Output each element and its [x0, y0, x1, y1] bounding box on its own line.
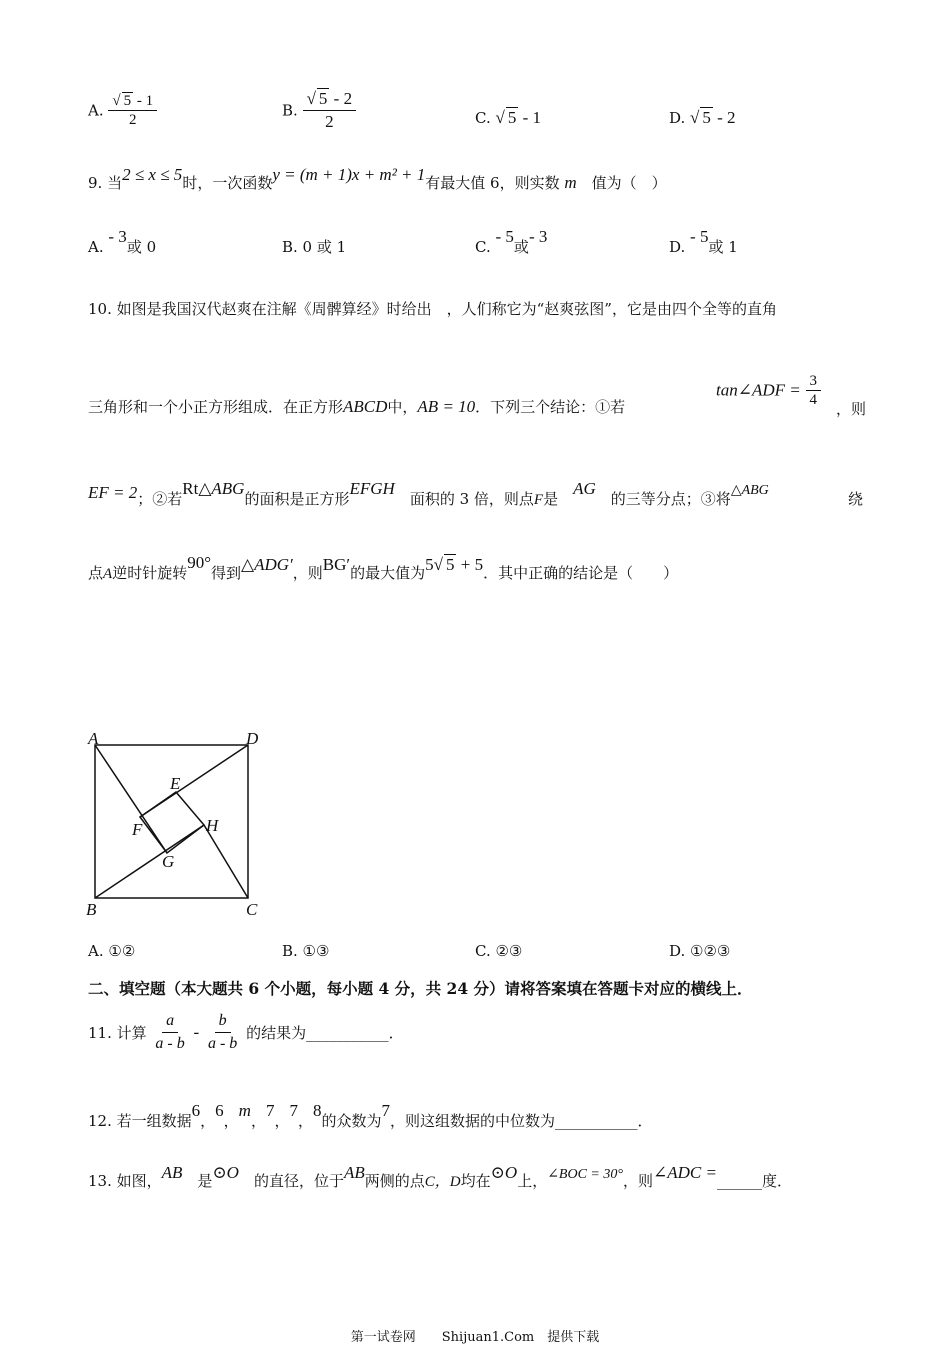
label-g: G	[162, 852, 175, 871]
q8-option-b-fraction: $\frac{√ 5 - 2}{2}$	[303, 88, 357, 133]
q8-option-a-fraction: $\frac{√ 5 - 1}{2}$	[108, 92, 157, 129]
q9-stem: 9. 当2 ≤ x ≤ 5时，一次函数y = (m + 1)x + m² + 1有最大值 6，则实数 m 值为（ ）	[88, 165, 667, 192]
label-a: A	[88, 729, 99, 748]
label-d: D	[246, 729, 259, 748]
q10-line-2: 三角形和一个小正方形组成．在正方形ABCD中，AB = 10．下列三个结论：①若	[88, 397, 626, 416]
segment-ch	[204, 825, 248, 898]
label-h: H	[206, 816, 219, 835]
label-c: C	[246, 900, 258, 919]
section-2-heading: 二、填空题（本大题共 6 个小题，每小题 4 分，共 24 分）请将答案填在答题卡对应的横线上．	[88, 979, 753, 998]
q10-tan-condition: tan∠ADF = $\frac{3}{4}$	[716, 372, 821, 409]
q8-option-d: D. √ 5 - 2	[669, 108, 736, 127]
q9-option-c: C. - 5或- 3	[475, 227, 548, 256]
q8-option-a: A. $\frac{√ 5 - 1}{2}$	[88, 92, 157, 129]
q11: 11. 计算 $\frac{a}{a - b}$ - $\frac{b}{a - b}$ 的结果为___________．	[88, 1012, 404, 1052]
q9-option-b: B. 0 或 1	[282, 238, 347, 256]
q10-line-4: 点A逆时针旋转90°得到△ADG′，则BG′的最大值为5√ 5 + 5．其中正确的结论是（ ）	[88, 553, 679, 582]
q10-option-a: A. ①②	[88, 942, 136, 960]
q10-option-c: C. ②③	[475, 942, 523, 960]
q10-option-d: D. ①②③	[669, 942, 731, 960]
label-b: B	[86, 900, 97, 919]
q10-line-1: 10. 如图是我国汉代赵爽在注解《周髀算经》时给出 ，人们称它为“赵爽弦图”，它是由四个全等的直角	[88, 300, 777, 318]
q8-option-b: B. $\frac{√ 5 - 2}{2}$	[282, 88, 356, 133]
q9-option-d: D. - 5或 1	[669, 227, 738, 256]
q12: 12. 若一组数据6，6，m，7，7，8的众数为7，则这组数据的中位数为___________．	[88, 1101, 653, 1130]
q13: 13. 如图，AB 是⊙O 的直径，位于AB两侧的点C，D均在⊙O上，∠BOC = 30°，则∠ADC =______度．	[88, 1163, 792, 1190]
segment-bg	[95, 825, 204, 898]
q9-option-a: A. - 3或 0	[88, 227, 157, 256]
q8-option-c: C. √ 5 - 1	[475, 108, 542, 127]
label-e: E	[170, 774, 181, 793]
zhao-shuang-diagram	[80, 725, 280, 925]
footer-source: 第一试卷网 Shijuan1.Com 提供下载	[350, 1330, 600, 1345]
q10-line-2-end: ，则	[836, 400, 867, 418]
segment-ag	[95, 745, 167, 853]
label-f: F	[132, 820, 143, 839]
q10-line-3: EF = 2；②若Rt△ABG的面积是正方形EFGH 面积的 3 倍，则点F是 AG 的三等分点；③将△ABG	[88, 479, 769, 508]
inner-square	[140, 792, 204, 853]
outer-square	[95, 745, 248, 898]
q10-line-3-end: 绕	[848, 490, 864, 508]
q10-option-b: B. ①③	[282, 942, 330, 960]
